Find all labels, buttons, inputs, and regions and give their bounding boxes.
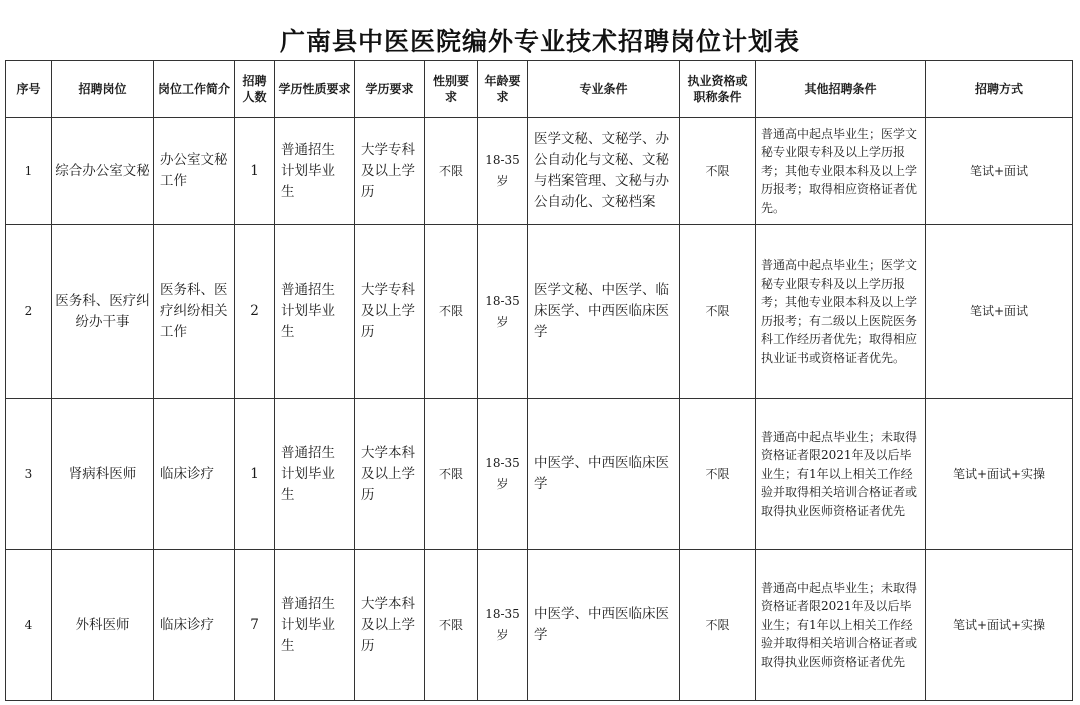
cell-age: 18-35岁 [478,118,528,225]
cell-other: 普通高中起点毕业生；医学文秘专业限专科及以上学历报考；其他专业限本科及以上学历报考；有二级以上医院医务科工作经历者优先；取得相应执业证书或资格证者优先。 [756,225,926,399]
cell-gender: 不限 [425,118,478,225]
header-major: 专业条件 [528,61,680,118]
header-post: 招聘岗位 [52,61,154,118]
cell-count: 2 [235,225,275,399]
cell-other: 普通高中起点毕业生；未取得资格证者限2021年及以后毕业生；有1年以上相关工作经验并取得相关培训合格证者或取得执业医师资格证者优先 [756,399,926,550]
cell-seq: 1 [6,118,52,225]
cell-gender: 不限 [425,550,478,701]
cell-edu-type: 普通招生计划毕业生 [275,550,355,701]
cell-count: 1 [235,118,275,225]
header-age: 年龄要求 [478,61,528,118]
cell-count: 1 [235,399,275,550]
cell-edu-type: 普通招生计划毕业生 [275,118,355,225]
header-method: 招聘方式 [926,61,1073,118]
cell-seq: 3 [6,399,52,550]
cell-edu-req: 大学专科及以上学历 [355,225,425,399]
cell-method: 笔试+面试 [926,225,1073,399]
cell-method: 笔试+面试+实操 [926,550,1073,701]
cell-edu-type: 普通招生计划毕业生 [275,399,355,550]
cell-age: 18-35岁 [478,550,528,701]
cell-age: 18-35岁 [478,399,528,550]
cell-seq: 4 [6,550,52,701]
cell-gender: 不限 [425,225,478,399]
cell-license: 不限 [680,118,756,225]
table-row [6,225,1073,399]
table-row [6,550,1073,701]
table-row [6,399,1073,550]
header-duty: 岗位工作简介 [154,61,235,118]
header-edu-req: 学历要求 [355,61,425,118]
cell-seq: 2 [6,225,52,399]
cell-major: 医学文秘、文秘学、办公自动化与文秘、文秘与档案管理、文秘与办公自动化、文秘档案 [528,118,680,225]
header-gender: 性别要求 [425,61,478,118]
cell-major: 医学文秘、中医学、临床医学、中西医临床医学 [528,225,680,399]
table-row [6,118,1073,225]
cell-major: 中医学、中西医临床医学 [528,550,680,701]
cell-post: 综合办公室文秘 [52,118,154,225]
header-license: 执业资格或职称条件 [680,61,756,118]
recruitment-plan-table [5,60,1073,701]
cell-method: 笔试+面试 [926,118,1073,225]
header-seq: 序号 [6,61,52,118]
cell-major: 中医学、中西医临床医学 [528,399,680,550]
cell-other: 普通高中起点毕业生；未取得资格证者限2021年及以后毕业生；有1年以上相关工作经验并取得相关培训合格证者或取得执业医师资格证者优先 [756,550,926,701]
cell-edu-req: 大学专科及以上学历 [355,118,425,225]
cell-edu-type: 普通招生计划毕业生 [275,225,355,399]
header-count: 招聘人数 [235,61,275,118]
cell-duty: 临床诊疗 [154,550,235,701]
cell-duty: 临床诊疗 [154,399,235,550]
cell-post: 医务科、医疗纠纷办干事 [52,225,154,399]
cell-duty: 办公室文秘工作 [154,118,235,225]
cell-license: 不限 [680,550,756,701]
cell-other: 普通高中起点毕业生；医学文秘专业限专科及以上学历报考；其他专业限本科及以上学历报考；取得相应资格证者优先。 [756,118,926,225]
cell-post: 肾病科医师 [52,399,154,550]
cell-method: 笔试+面试+实操 [926,399,1073,550]
cell-count: 7 [235,550,275,701]
table-header-row [6,61,1073,118]
header-edu-type: 学历性质要求 [275,61,355,118]
cell-age: 18-35岁 [478,225,528,399]
cell-edu-req: 大学本科及以上学历 [355,550,425,701]
cell-post: 外科医师 [52,550,154,701]
cell-license: 不限 [680,225,756,399]
page-title: 广南县中医医院编外专业技术招聘岗位计划表 [279,27,800,56]
cell-license: 不限 [680,399,756,550]
cell-gender: 不限 [425,399,478,550]
cell-duty: 医务科、医疗纠纷相关工作 [154,225,235,399]
header-other: 其他招聘条件 [756,61,926,118]
cell-edu-req: 大学本科及以上学历 [355,399,425,550]
